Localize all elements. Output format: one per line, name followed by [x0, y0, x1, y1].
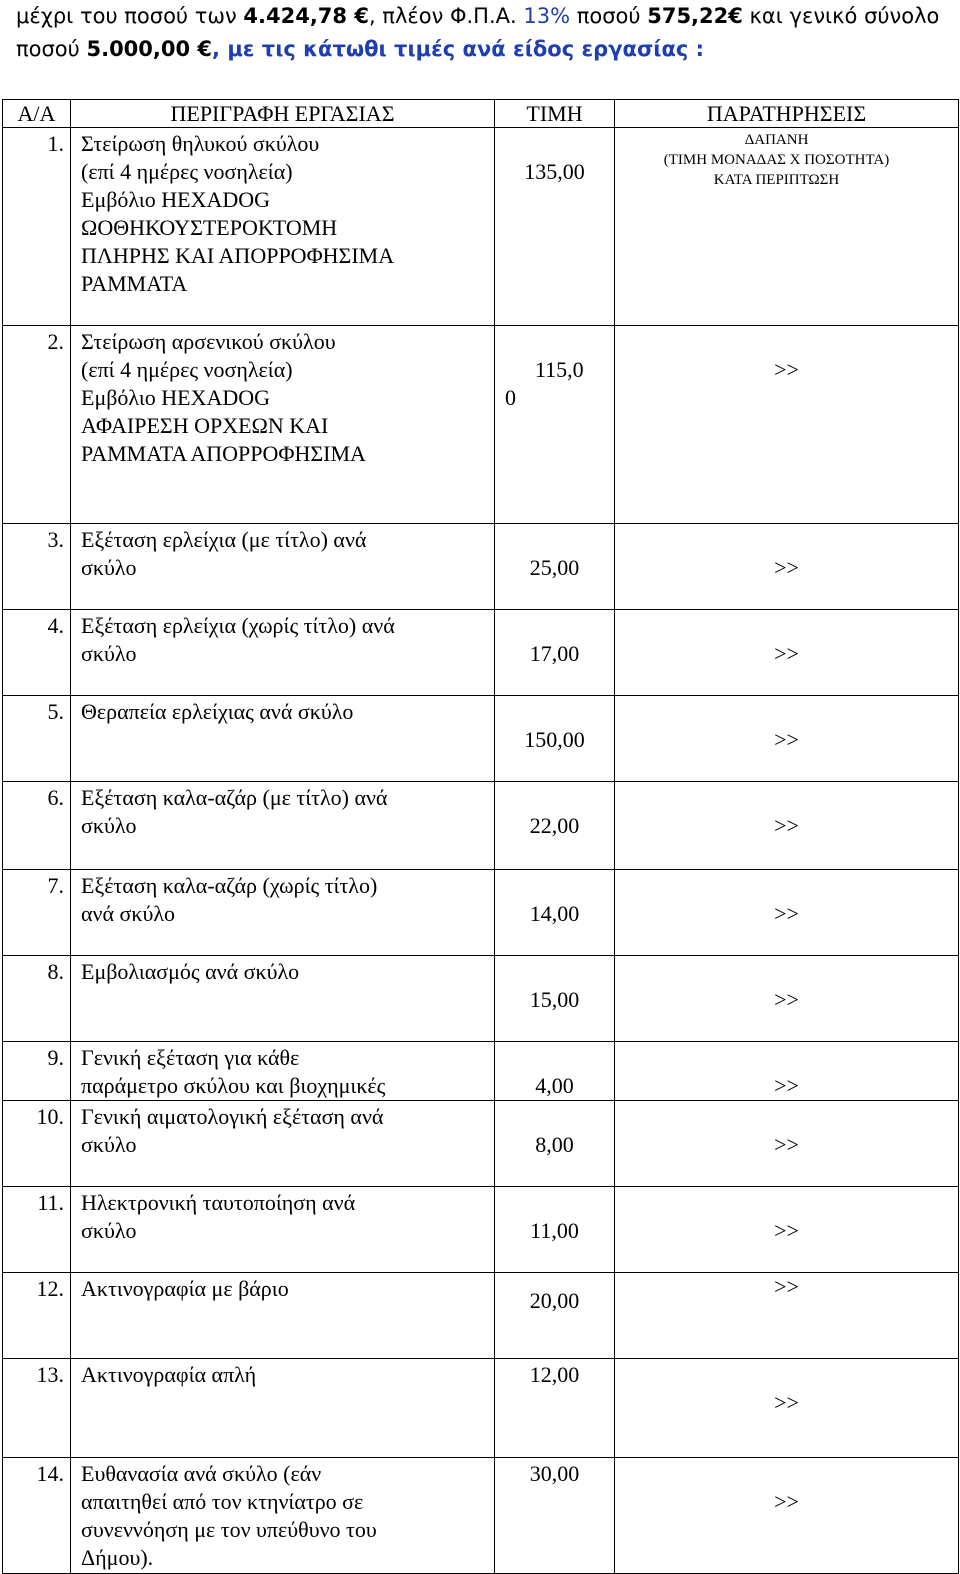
ditto-mark: >>: [774, 901, 799, 926]
header-aa: Α/Α: [3, 100, 71, 128]
note-line: ΔΑΠΑΝΗ: [744, 132, 809, 148]
ditto-mark: >>: [774, 987, 799, 1012]
row-description: [71, 870, 495, 956]
table-row: [3, 782, 959, 870]
price-value: 22,00: [529, 813, 580, 838]
price-value: 4,00: [535, 1073, 574, 1098]
intro-text: , με τις κάτωθι τιμές ανά είδος εργασίας :: [212, 37, 705, 61]
desc-line: ΠΛΗΡΗΣ ΚΑΙ ΑΠΟΡΡΟΦΗΣΙΜΑ: [81, 243, 395, 268]
desc-line: σκύλο: [81, 1132, 137, 1157]
row-notes: [615, 1359, 959, 1458]
row-price: [495, 870, 615, 956]
header-price: ΤΙΜΗ: [495, 100, 615, 128]
table-row: [3, 524, 959, 610]
row-notes: [615, 1187, 959, 1273]
row-description: [71, 956, 495, 1042]
price-value: 14,00: [529, 901, 580, 926]
row-notes: [615, 1101, 959, 1187]
intro-text: μέχρι του ποσού των: [16, 4, 244, 28]
price-value: 25,00: [529, 555, 580, 580]
table-row: [3, 1187, 959, 1273]
desc-line: σκύλο: [81, 1218, 137, 1243]
desc-line: σκύλο: [81, 813, 137, 838]
intro-vat-amount: 575,22€: [647, 4, 743, 28]
row-price: [495, 696, 615, 782]
table-header-row: [3, 100, 959, 128]
desc-line: ΡΑΜΜΑΤΑ ΑΠΟΡΡΟΦΗΣΙΜΑ: [81, 441, 366, 466]
ditto-mark: >>: [774, 1132, 799, 1157]
desc-line: Ηλεκτρονική ταυτοποίηση ανά: [81, 1190, 356, 1215]
intro-text: ποσού: [16, 37, 87, 61]
desc-line: Εξέταση καλα-αζάρ (με τίτλο) ανά: [81, 785, 388, 810]
price-value: 20,00: [529, 1288, 580, 1313]
desc-line: Γενική αιματολογική εξέταση ανά: [81, 1104, 384, 1129]
price-value: 11,00: [530, 1218, 579, 1243]
desc-line: Δήμου).: [81, 1545, 154, 1570]
price-value: 8,00: [535, 1132, 574, 1157]
table-row: [3, 870, 959, 956]
row-number: 1.: [3, 128, 71, 326]
row-description: [71, 524, 495, 610]
note-line: (ΤΙΜΗ ΜΟΝΑΔΑΣ Χ ΠΟΣΟΤΗΤΑ): [663, 152, 890, 168]
intro-text: , πλέον Φ.Π.Α.: [368, 4, 524, 28]
table-row: [3, 696, 959, 782]
table-row: [3, 610, 959, 696]
ditto-mark: >>: [774, 813, 799, 838]
row-number: 13.: [3, 1359, 71, 1458]
ditto-mark: >>: [774, 357, 799, 382]
intro-vat-rate: 13%: [523, 4, 571, 28]
table-row: [3, 1359, 959, 1458]
row-number: 4.: [3, 610, 71, 696]
price-value: 115,0: [535, 357, 584, 382]
ditto-mark: >>: [774, 1073, 799, 1098]
desc-line: ΑΦΑΙΡΕΣΗ ΟΡΧΕΩΝ ΚΑΙ: [81, 413, 329, 438]
intro-amount: 4.424,78 €: [243, 4, 369, 28]
row-number: 5.: [3, 696, 71, 782]
row-notes: [615, 128, 959, 326]
row-notes: [615, 1042, 959, 1101]
row-notes: [615, 870, 959, 956]
table-row: [3, 128, 959, 326]
row-notes: [615, 524, 959, 610]
table-row: [3, 1101, 959, 1187]
desc-line: απαιτηθεί από τον κτηνίατρο σε: [81, 1489, 364, 1514]
desc-line: (επί 4 ημέρες νοσηλεία): [81, 159, 293, 184]
desc-line: παράμετρο σκύλου και βιοχημικές: [81, 1073, 386, 1098]
row-description: [71, 128, 495, 326]
price-value: 30,00: [529, 1461, 580, 1486]
row-price: [495, 524, 615, 610]
desc-line: Εμβόλιο HEXADOG: [81, 187, 271, 212]
row-price: [495, 956, 615, 1042]
desc-line: Εξέταση ερλείχια (χωρίς τίτλο) ανά: [81, 613, 395, 638]
ditto-mark: >>: [774, 1274, 799, 1299]
price-value: 12,00: [529, 1362, 580, 1387]
row-description: [71, 1273, 495, 1359]
desc-line: (επί 4 ημέρες νοσηλεία): [81, 357, 293, 382]
row-description: [71, 610, 495, 696]
row-number: 7.: [3, 870, 71, 956]
row-price: [495, 326, 615, 524]
desc-line: Ακτινογραφία με βάριο: [81, 1276, 289, 1301]
row-number: 3.: [3, 524, 71, 610]
row-price: [495, 782, 615, 870]
intro-total: 5.000,00 €: [86, 37, 213, 61]
row-price: [495, 1359, 615, 1458]
row-description: [71, 1042, 495, 1101]
row-price: [495, 1101, 615, 1187]
intro-text: και γενικό σύνολο: [742, 4, 940, 28]
row-notes: [615, 1273, 959, 1359]
intro-line-1: [16, 0, 956, 33]
row-description: [71, 1187, 495, 1273]
desc-line: συνεννόηση με τον υπεύθυνο του: [81, 1517, 377, 1542]
row-notes: [615, 1458, 959, 1574]
ditto-mark: >>: [774, 727, 799, 752]
price-value: 135,00: [524, 159, 585, 184]
intro-text: ποσού: [570, 4, 648, 28]
desc-line: Γενική εξέταση για κάθε: [81, 1045, 300, 1070]
row-description: [71, 782, 495, 870]
row-price: [495, 1273, 615, 1359]
row-number: 6.: [3, 782, 71, 870]
header-notes: ΠΑΡΑΤΗΡΗΣΕΙΣ: [615, 100, 959, 128]
price-value: 15,00: [529, 987, 580, 1012]
row-notes: [615, 610, 959, 696]
desc-line: Ευθανασία ανά σκύλο (εάν: [81, 1461, 322, 1486]
row-price: [495, 1458, 615, 1574]
ditto-mark: >>: [774, 641, 799, 666]
ditto-mark: >>: [774, 555, 799, 580]
desc-line: Εξέταση καλα-αζάρ (χωρίς τίτλο): [81, 873, 378, 898]
row-number: 14.: [3, 1458, 71, 1574]
price-value: 150,00: [524, 727, 585, 752]
intro-line-2: [16, 33, 956, 66]
desc-line: Θεραπεία ερλείχιας ανά σκύλο: [81, 699, 354, 724]
desc-line: Στείρωση αρσενικού σκύλου: [81, 329, 336, 354]
desc-line: σκύλο: [81, 555, 137, 580]
price-table: [2, 99, 959, 1574]
header-description: ΠΕΡΙΓΡΑΦΗ ΕΡΓΑΣΙΑΣ: [71, 100, 495, 128]
row-description: [71, 326, 495, 524]
table-row: [3, 326, 959, 524]
row-price: [495, 1187, 615, 1273]
row-number: 11.: [3, 1187, 71, 1273]
row-price: [495, 128, 615, 326]
desc-line: ΩΟΘΗΚΟΥΣΤΕΡΟΚΤΟΜΗ: [81, 215, 338, 240]
note-line: ΚΑΤΑ ΠΕΡΙΠΤΩΣΗ: [713, 172, 840, 188]
desc-line: ανά σκύλο: [81, 901, 176, 926]
row-number: 10.: [3, 1101, 71, 1187]
desc-line: Εξέταση ερλείχια (με τίτλο) ανά: [81, 527, 367, 552]
row-price: [495, 1042, 615, 1101]
row-price: [495, 610, 615, 696]
desc-line: Εμβόλιο HEXADOG: [81, 385, 271, 410]
row-description: [71, 1101, 495, 1187]
price-value: 17,00: [529, 641, 580, 666]
ditto-mark: >>: [774, 1218, 799, 1243]
intro-paragraph: [16, 0, 956, 66]
ditto-mark: >>: [774, 1390, 799, 1415]
price-value-wrap: 0: [505, 385, 516, 410]
table-row: [3, 1458, 959, 1574]
row-description: [71, 1359, 495, 1458]
desc-line: ΡΑΜΜΑΤΑ: [81, 271, 188, 296]
row-notes: [615, 956, 959, 1042]
row-number: 8.: [3, 956, 71, 1042]
desc-line: Εμβολιασμός ανά σκύλο: [81, 959, 300, 984]
row-notes: [615, 782, 959, 870]
row-notes: [615, 696, 959, 782]
desc-line: Στείρωση θηλυκού σκύλου: [81, 131, 320, 156]
row-notes: [615, 326, 959, 524]
row-number: 2.: [3, 326, 71, 524]
table-row: [3, 956, 959, 1042]
desc-line: Ακτινογραφία απλή: [81, 1362, 257, 1387]
table-row: [3, 1273, 959, 1359]
ditto-mark: >>: [774, 1489, 799, 1514]
desc-line: σκύλο: [81, 641, 137, 666]
row-number: 12.: [3, 1273, 71, 1359]
row-number: 9.: [3, 1042, 71, 1101]
table-row: [3, 1042, 959, 1101]
row-description: [71, 1458, 495, 1574]
row-description: [71, 696, 495, 782]
